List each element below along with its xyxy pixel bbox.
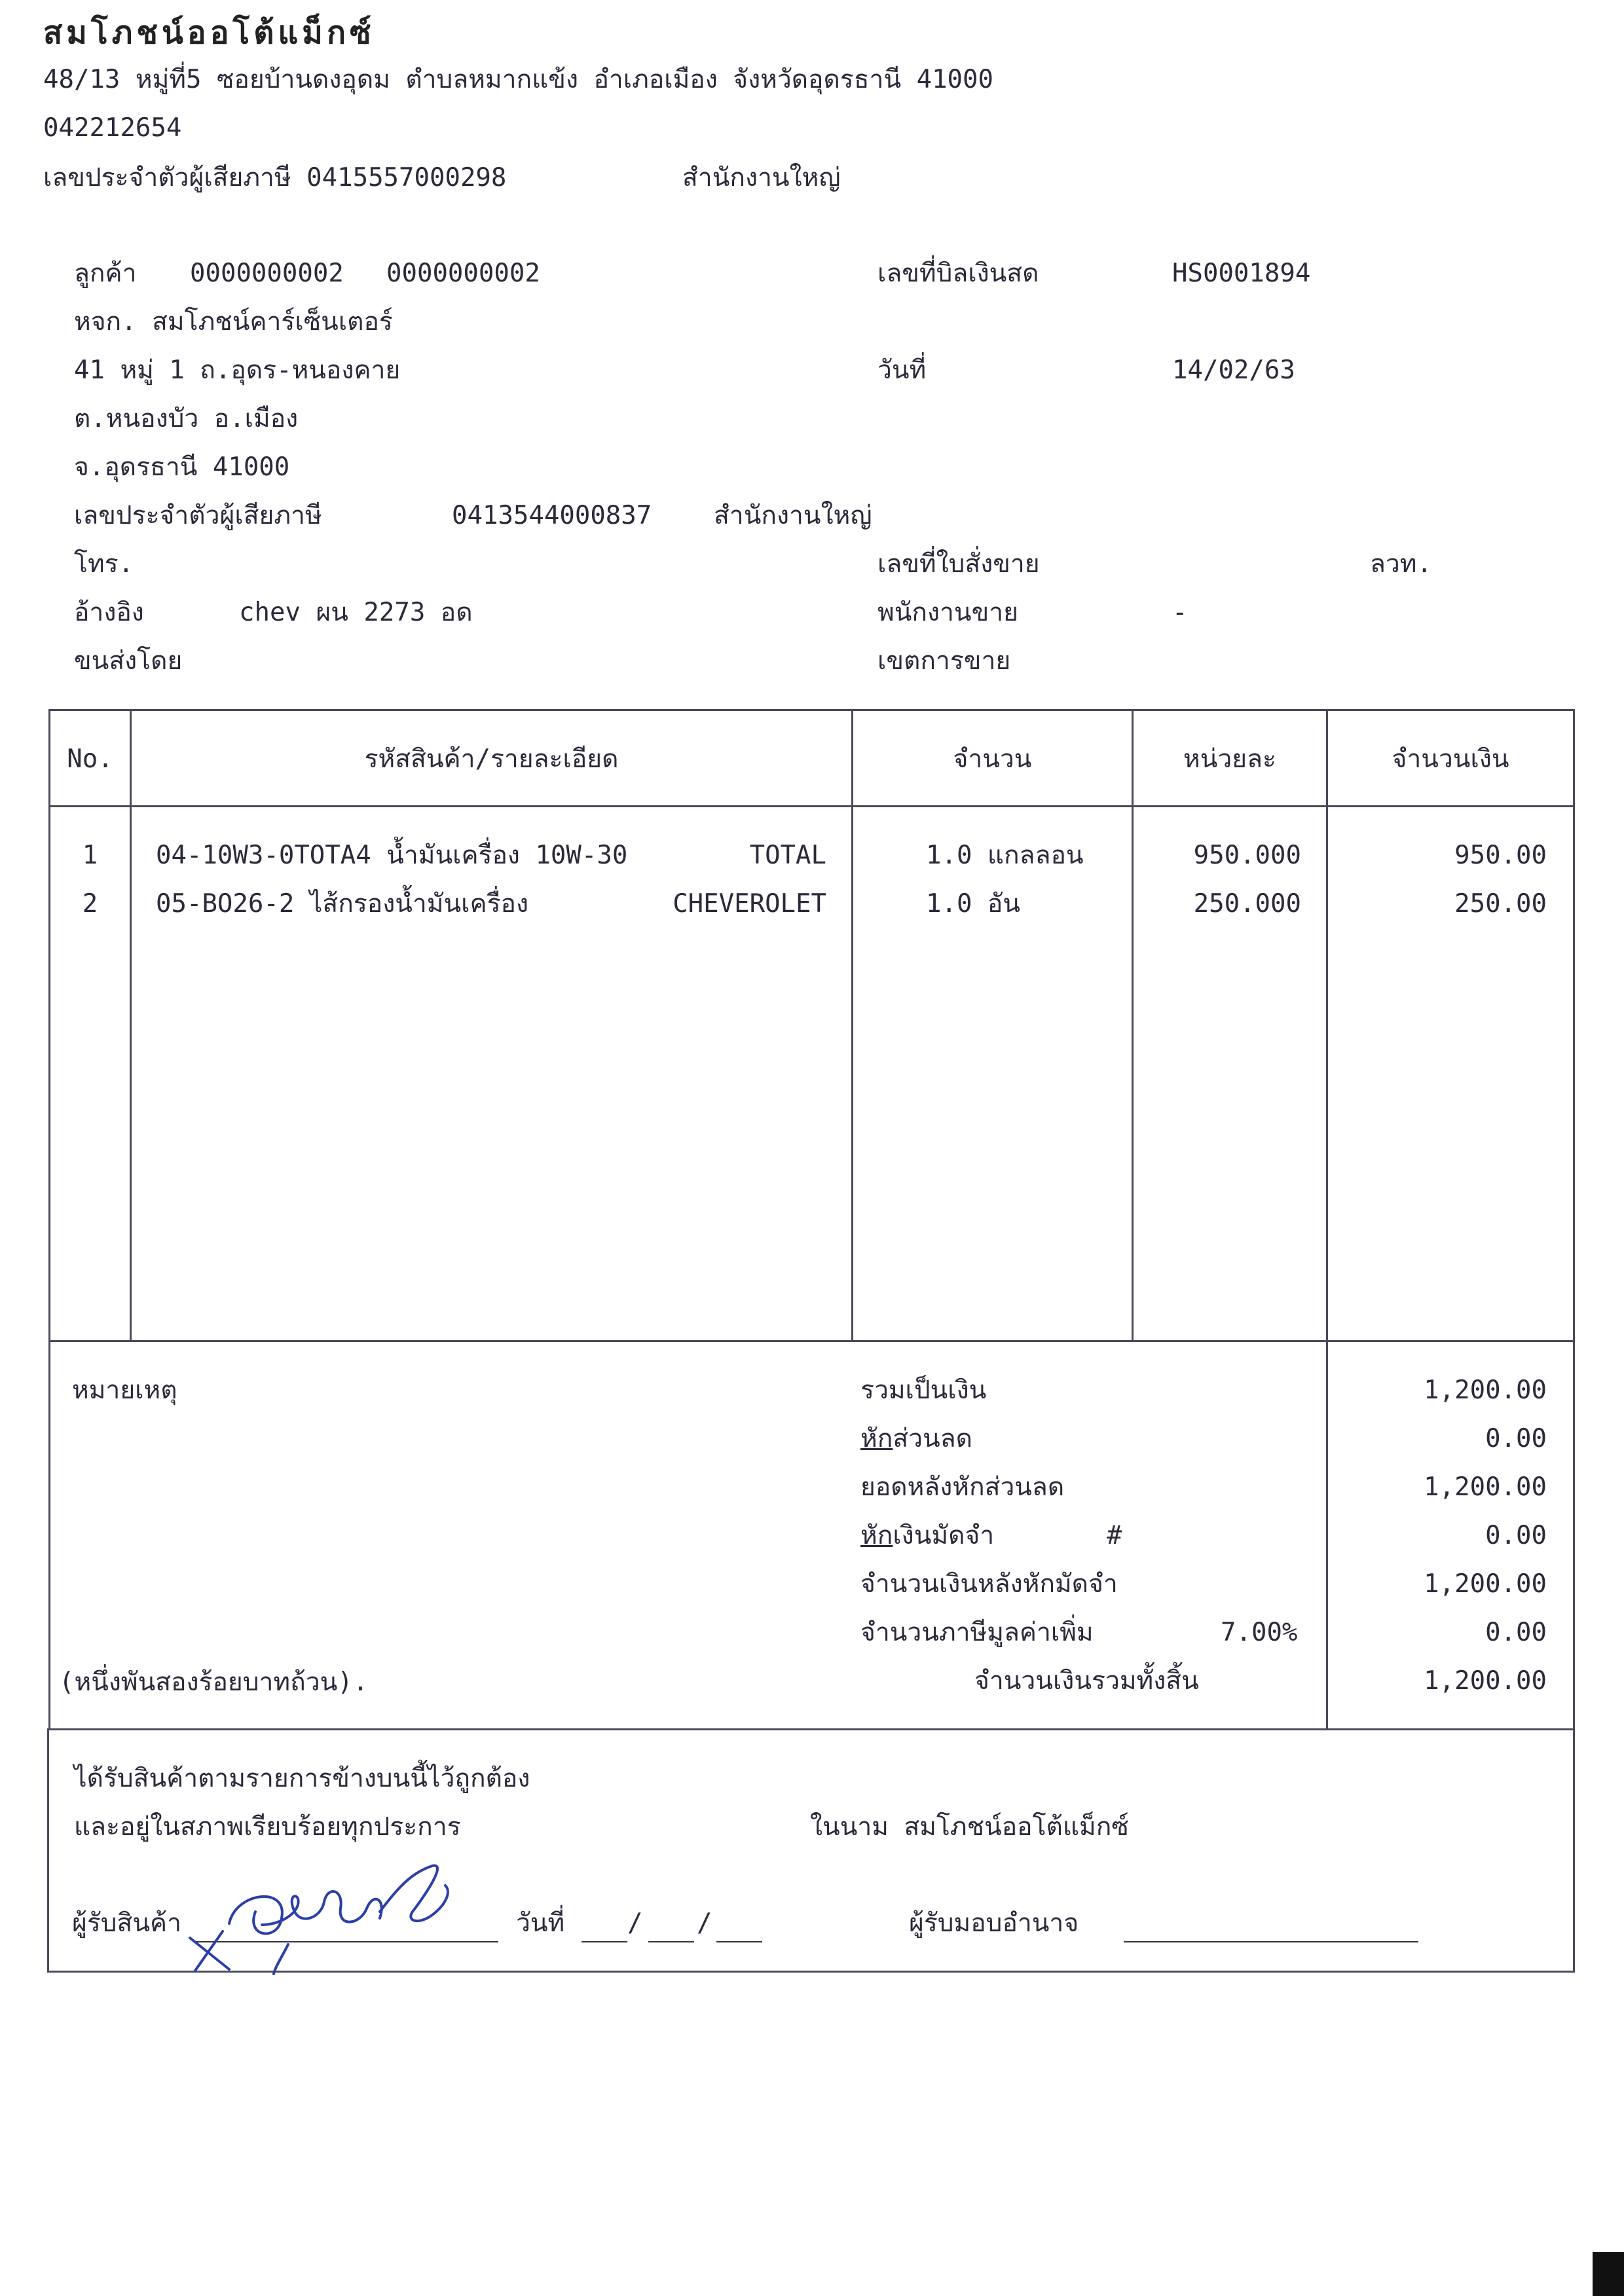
- salesperson-label: พนักงานขาย: [877, 598, 1018, 627]
- header-description: รหัสสินค้า/รายละเอียด: [364, 744, 619, 774]
- header-amount: จำนวนเงิน: [1392, 744, 1509, 774]
- row-quantity: 1.0 อัน: [926, 889, 1021, 919]
- subtotal-value: 1,200.00: [1424, 1376, 1547, 1405]
- customer-tax-id: 0413544000837: [452, 501, 652, 530]
- vat-value: 0.00: [1485, 1618, 1547, 1647]
- amount-in-words: (หนึ่งพันสองร้อยบาทถ้วน).: [59, 1667, 369, 1697]
- customer-tax-label: เลขประจำตัวผู้เสียภาษี: [74, 501, 322, 530]
- sales-order-label: เลขที่ใบสั่งขาย: [877, 549, 1040, 579]
- received-statement-2: และอยู่ในสภาพเรียบร้อยทุกประการ: [74, 1812, 461, 1842]
- deposit-mark: #: [1107, 1521, 1122, 1550]
- header-no: No.: [67, 744, 113, 774]
- customer-label: ลูกค้า: [74, 259, 137, 288]
- row-brand: CHEVEROLET: [673, 889, 826, 919]
- row-description: 05-BO26-2 ไส้กรองน้ำมันเครื่อง: [156, 889, 529, 919]
- discount-label: หักส่วนลด: [860, 1424, 972, 1453]
- header-quantity: จำนวน: [953, 744, 1032, 774]
- company-name: สมโภชน์ออโต้แม็กซ์: [43, 14, 375, 51]
- customer-code: 0000000002: [190, 259, 344, 288]
- receiver-label: ผู้รับสินค้า: [72, 1908, 182, 1938]
- row-no: 2: [82, 889, 98, 919]
- company-phone: 042212654: [43, 113, 182, 143]
- vat-label: จำนวนภาษีมูลค่าเพิ่ม: [860, 1618, 1094, 1647]
- row-unit-price: 950.000: [1193, 841, 1301, 870]
- received-statement-1: ได้รับสินค้าตามรายการข้างบนนี้ไว้ถูกต้อง: [74, 1764, 530, 1793]
- row-brand: TOTAL: [749, 841, 826, 870]
- authorized-label: ผู้รับมอบอำนาจ: [909, 1908, 1079, 1938]
- row-quantity: 1.0 แกลลอน: [926, 841, 1084, 870]
- authorized-signature-line: [1124, 1941, 1418, 1942]
- grand-total-value: 1,200.00: [1424, 1666, 1547, 1696]
- deposit-value: 0.00: [1485, 1521, 1547, 1550]
- after-deposit-value: 1,200.00: [1424, 1569, 1547, 1599]
- customer-address-2: ต.หนองบัว อ.เมือง: [74, 404, 299, 433]
- discount-value: 0.00: [1485, 1424, 1547, 1453]
- invoice-no-value: HS0001894: [1172, 259, 1311, 288]
- row-description: 04-10W3-0TOTA4 น้ำมันเครื่อง 10W-30: [156, 841, 628, 870]
- date-day-blank: [581, 1941, 627, 1942]
- scan-edge: [1593, 2252, 1624, 2296]
- customer-name: หจก. สมโภชน์คาร์เซ็นเตอร์: [74, 307, 393, 337]
- invoice-date-value: 14/02/63: [1172, 355, 1295, 385]
- reference-value: chev ผน 2273 อด: [239, 598, 473, 627]
- invoice-no-label: เลขที่บิลเงินสด: [877, 259, 1039, 288]
- row-amount: 950.00: [1454, 841, 1547, 870]
- date-month-blank: [648, 1941, 694, 1942]
- grand-total-label: จำนวนเงินรวมทั้งสิ้น: [974, 1666, 1199, 1696]
- row-amount: 250.00: [1454, 889, 1547, 919]
- customer-address-3: จ.อุดรธานี 41000: [74, 452, 290, 482]
- customer-branch: สำนักงานใหญ่: [714, 501, 872, 530]
- after-discount-value: 1,200.00: [1424, 1472, 1547, 1502]
- sales-area-label: เขตการขาย: [877, 646, 1011, 676]
- remark-label: หมายเหตุ: [72, 1376, 177, 1405]
- customer-address-1: 41 หมู่ 1 ถ.อุดร-หนองคาย: [74, 355, 401, 385]
- after-discount-label: ยอดหลังหักส่วนลด: [860, 1472, 1065, 1502]
- on-behalf-of: ในนาม สมโภชน์ออโต้แม็กซ์: [810, 1812, 1129, 1842]
- deposit-label: หักเงินมัดจำ: [860, 1521, 995, 1550]
- row-unit-price: 250.000: [1193, 889, 1301, 919]
- date-separator: /: [627, 1908, 643, 1938]
- vat-rate: 7.00%: [1221, 1618, 1298, 1647]
- customer-phone-label: โทร.: [74, 549, 134, 579]
- date-year-blank: [716, 1941, 762, 1942]
- reference-label: อ้างอิง: [74, 598, 144, 627]
- sales-order-code: ลวท.: [1370, 549, 1432, 579]
- date-separator: /: [697, 1908, 712, 1938]
- after-deposit-label: จำนวนเงินหลังหักมัดจำ: [860, 1569, 1118, 1599]
- company-address: 48/13 หมู่ที่5 ซอยบ้านดงอุดม ตำบลหมากแข้ง อำเภอเมือง จังหวัดอุดรธานี 41000: [43, 65, 993, 94]
- company-branch: สำนักงานใหญ่: [682, 163, 841, 192]
- salesperson-value: -: [1172, 598, 1188, 627]
- receive-date-label: วันที่: [516, 1908, 565, 1938]
- receiver-signature: [183, 1846, 485, 1977]
- header-unit-price: หน่วยละ: [1183, 744, 1276, 774]
- customer-code-2: 0000000002: [386, 259, 540, 288]
- row-no: 1: [82, 841, 98, 870]
- subtotal-label: รวมเป็นเงิน: [860, 1376, 987, 1405]
- invoice-date-label: วันที่: [877, 355, 927, 385]
- company-tax-id: เลขประจำตัวผู้เสียภาษี 0415557000298: [43, 163, 507, 192]
- shipping-label: ขนส่งโดย: [74, 646, 183, 676]
